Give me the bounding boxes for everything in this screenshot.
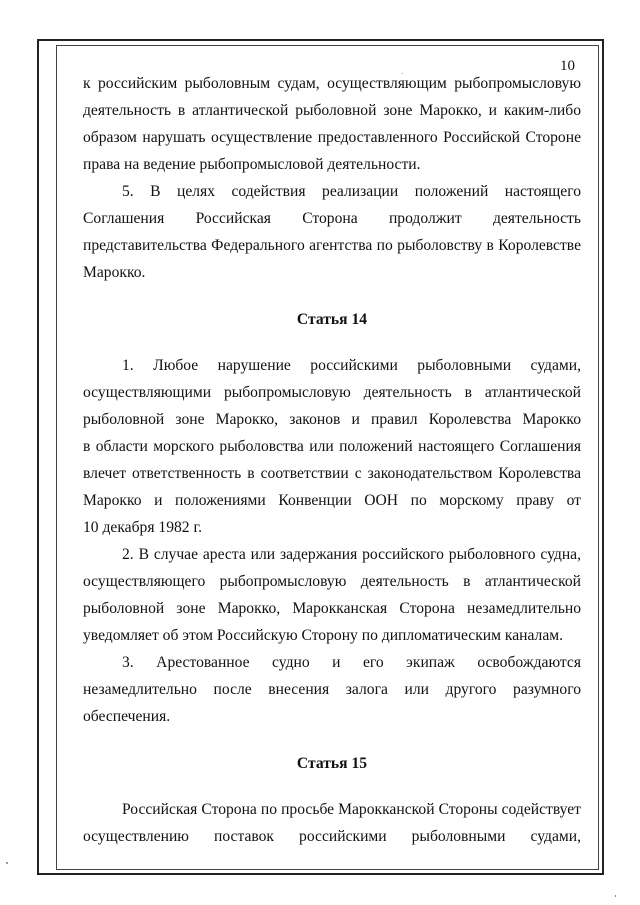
text-line: рыболовной зоне Марокко, Марокканская Сторона незамедлительно bbox=[83, 600, 581, 617]
text-line: Марокко. bbox=[83, 264, 146, 281]
text-line: 1. Любое нарушение российскими рыболовными судами, bbox=[122, 357, 581, 374]
text-line: Марокко и положениями Конвенции ООН по морскому праву от bbox=[83, 492, 581, 509]
article-14-heading: Статья 14 bbox=[296, 311, 368, 328]
text-line: рыболовной зоне Марокко, законов и правил Королевства Марокко bbox=[83, 411, 581, 428]
scan-speck bbox=[6, 862, 8, 864]
document-body bbox=[83, 70, 581, 850]
text-line: Соглашения Российская Сторона продолжит деятельность bbox=[83, 210, 581, 227]
scan-speck bbox=[615, 895, 616, 897]
text-line: осуществлению поставок российскими рыболовными судами, bbox=[83, 828, 581, 845]
text-line: осуществляющего рыбопромысловую деятельность в атлантической bbox=[83, 573, 581, 590]
text-line: влечет ответственность в соответствии с законодательством Королевства bbox=[83, 465, 581, 482]
text-line: уведомляет об этом Российскую Сторону по дипломатическим каналам. bbox=[83, 627, 564, 644]
text-line: права на ведение рыбопромысловой деятельности. bbox=[83, 156, 421, 173]
text-line: обеспечения. bbox=[83, 708, 171, 725]
text-line: деятельность в атлантической рыболовной зоне Марокко, и каким-либо bbox=[83, 102, 581, 119]
text-line: Российская Сторона по просьбе Марокканской Стороны содействует bbox=[122, 801, 581, 818]
text-line: незамедлительно после внесения залога или другого разумного bbox=[83, 681, 581, 698]
text-line: представительства Федерального агентства по рыболовству в Королевстве bbox=[83, 237, 581, 254]
text-line: осуществляющими рыбопромысловую деятельность в атлантической bbox=[83, 384, 581, 401]
text-line: 10 декабря 1982 г. bbox=[83, 519, 203, 536]
text-line: в области морского рыболовства или положений настоящего Соглашения bbox=[83, 438, 581, 455]
text-line: образом нарушать осуществление предоставленного Российской Стороне bbox=[83, 129, 581, 146]
text-line: к российским рыболовным судам, осуществляющим рыбопромысловую bbox=[83, 75, 581, 92]
text-line: 2. В случае ареста или задержания российского рыболовного судна, bbox=[122, 546, 581, 563]
text-line: 5. В целях содействия реализации положений настоящего bbox=[122, 183, 581, 200]
page-number: 10 bbox=[560, 58, 575, 74]
text-line: 3. Арестованное судно и его экипаж освобождаются bbox=[122, 654, 581, 671]
article-15-heading: Статья 15 bbox=[296, 755, 368, 772]
